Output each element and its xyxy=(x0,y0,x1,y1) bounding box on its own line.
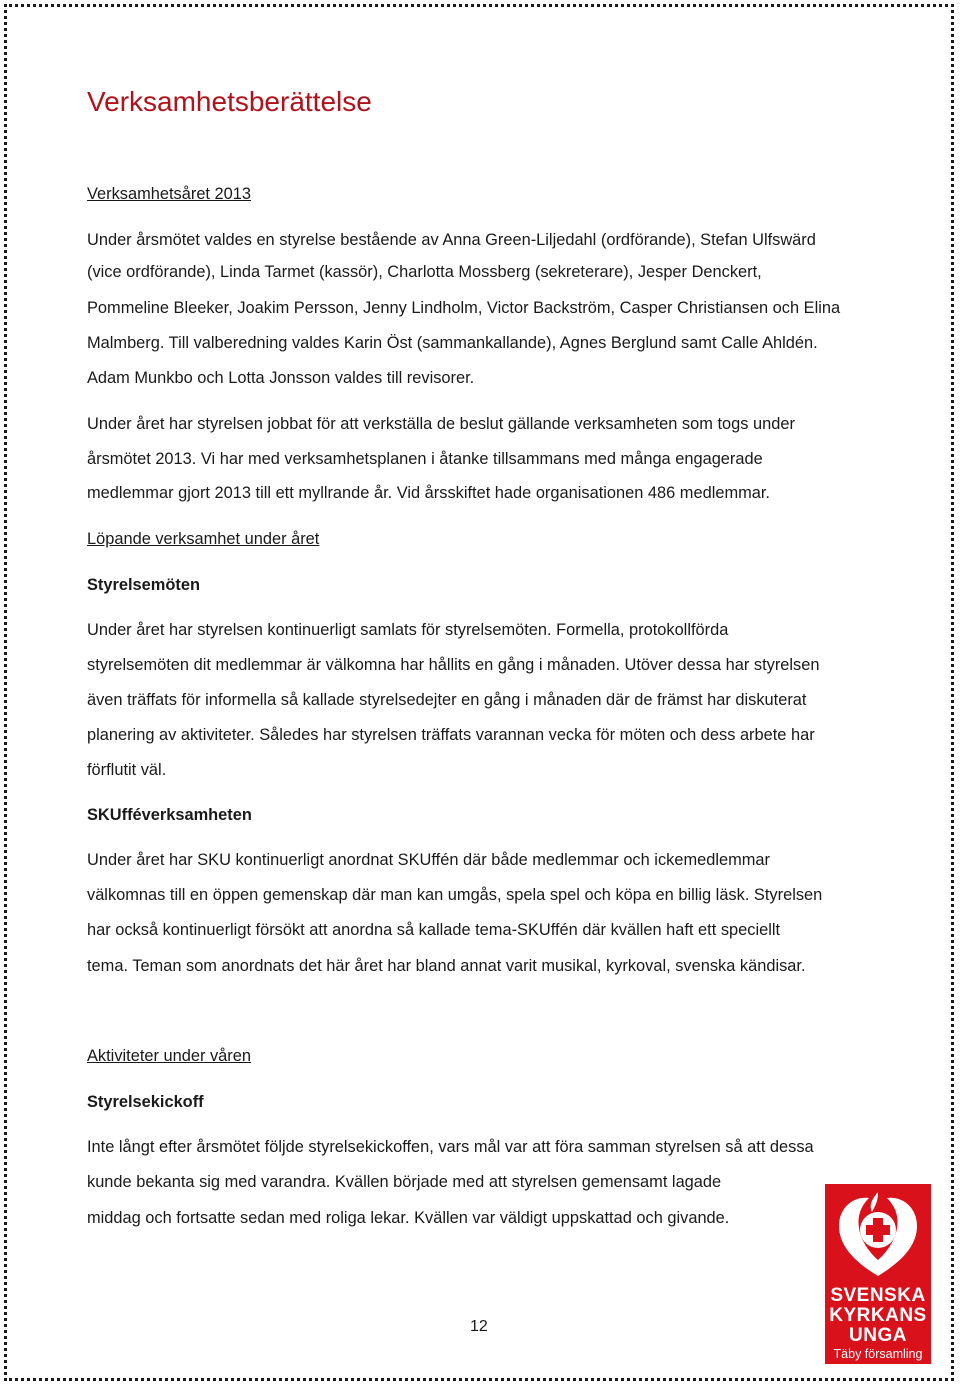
paragraph-line: (vice ordförande), Linda Tarmet (kassör), Charlotta Mossberg (sekreterare), Jesper Denckert, xyxy=(87,263,762,281)
logo-line-1: SVENSKA xyxy=(830,1285,926,1306)
section-heading-aktiviteter: Aktiviteter under våren xyxy=(87,1047,251,1065)
paragraph-line: kunde bekanta sig med varandra. Kvällen började med att styrelsen gemensamt lagade xyxy=(87,1173,722,1191)
page-number: 12 xyxy=(470,1318,488,1335)
paragraph-line: Under årsmötet valdes en styrelse bestående av Anna Green-Liljedahl (ordförande), Stefan Ulfswärd xyxy=(87,231,816,249)
paragraph-line: årsmötet 2013. Vi har med verksamhetsplanen i åtanke tillsammans med många engagerade xyxy=(87,450,763,468)
document-title: Verksamhetsberättelse xyxy=(87,86,372,117)
paragraph-line: Adam Munkbo och Lotta Jonsson valdes till revisorer. xyxy=(87,369,475,387)
logo-line-3: UNGA xyxy=(849,1325,907,1346)
paragraph-line: Malmberg. Till valberedning valdes Karin Öst (sammankallande), Agnes Berglund samt Calle Ahldén. xyxy=(87,334,818,352)
section-heading-verksamhetsaret: Verksamhetsåret 2013 xyxy=(87,185,252,203)
paragraph-line: Under året har SKU kontinuerligt anordnat SKUffén där både medlemmar och ickemedlemmar xyxy=(87,851,770,869)
subheading-styrelsekickoff: Styrelsekickoff xyxy=(87,1093,204,1111)
cross-heart-icon xyxy=(825,1184,931,1284)
paragraph-line: välkomnas till en öppen gemenskap där man kan umgås, spela spel och köpa en billig läsk. Styrelsen xyxy=(87,886,823,904)
paragraph-line: Inte långt efter årsmötet följde styrelsekickoffen, vars mål var att föra samman styrelsen så att dessa xyxy=(87,1138,814,1156)
subheading-styrelsemoten: Styrelsemöten xyxy=(87,576,200,594)
logo-line-2: KYRKANS xyxy=(829,1305,927,1326)
paragraph-line: middag och fortsatte sedan med roliga lekar. Kvällen var väldigt uppskattad och givande. xyxy=(87,1209,730,1227)
logo-subtitle: Täby församling xyxy=(833,1347,923,1361)
paragraph-line: har också kontinuerligt försökt att anordna så kallade tema-SKUffén där kvällen haft ett speciellt xyxy=(87,921,781,939)
paragraph-line: Under året har styrelsen kontinuerligt samlats för styrelsemöten. Formella, protokollförda xyxy=(87,621,729,639)
subheading-skuffe: SKUfféverksamheten xyxy=(87,806,252,824)
paragraph-line: planering av aktiviteter. Således har styrelsen träffats varannan vecka för möten och dess arbete har xyxy=(87,726,815,744)
svenska-kyrkans-unga-logo xyxy=(825,1184,931,1364)
paragraph-line: förflutit väl. xyxy=(87,761,167,779)
paragraph-line: tema. Teman som anordnats det här året har bland annat varit musikal, kyrkoval, svenska kändisar. xyxy=(87,957,806,975)
paragraph-line: Pommeline Bleeker, Joakim Persson, Jenny Lindholm, Victor Backström, Casper Christiansen och Elina xyxy=(87,299,841,317)
section-heading-lopande: Löpande verksamhet under året xyxy=(87,530,320,548)
paragraph-line: även träffats för informella så kallade styrelsedejter en gång i månaden där de främst har diskuterat xyxy=(87,691,807,709)
paragraph-line: styrelsemöten dit medlemmar är välkomna har hållits en gång i månaden. Utöver dessa har styrelsen xyxy=(87,656,820,674)
paragraph-line: Under året har styrelsen jobbat för att verkställa de beslut gällande verksamheten som togs under xyxy=(87,415,795,433)
paragraph-line: medlemmar gjort 2013 till ett myllrande år. Vid årsskiftet hade organisationen 486 medlemmar. xyxy=(87,484,770,502)
